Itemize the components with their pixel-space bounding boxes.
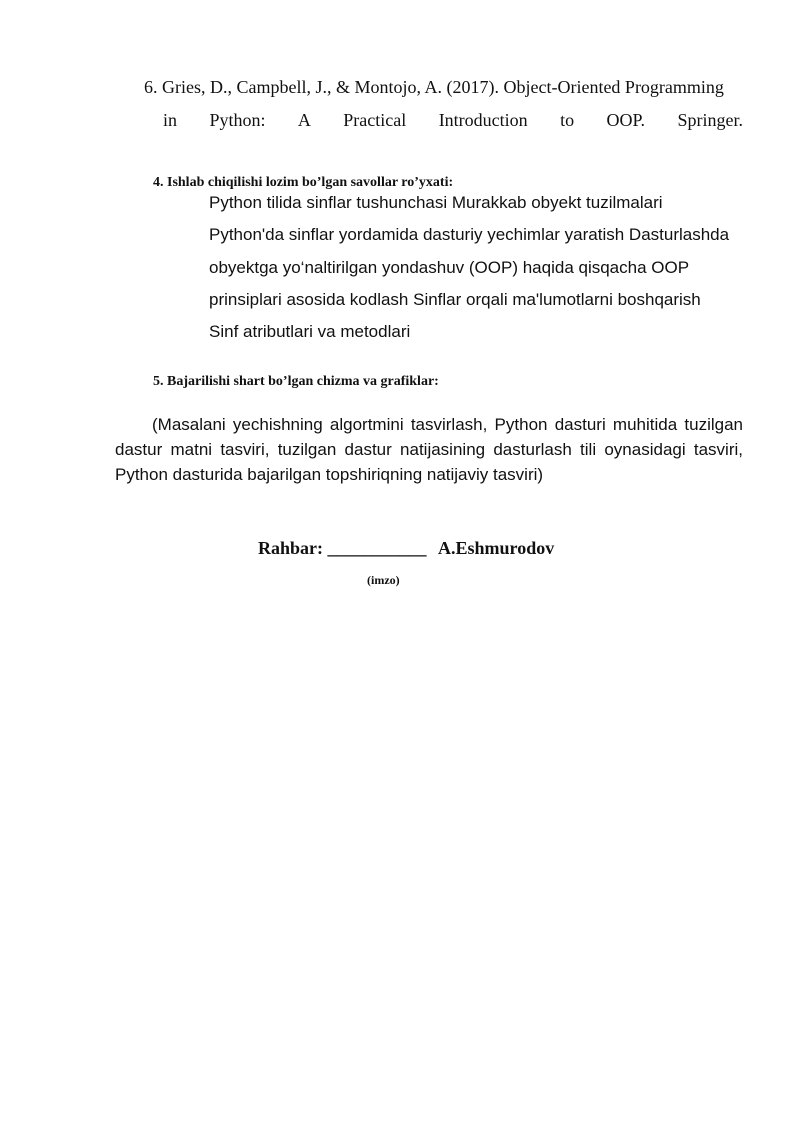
- signature-line: [258, 537, 554, 559]
- reference-word: to: [560, 110, 575, 130]
- question-line: Python tilida sinflar tushunchasi Murakkab obyekt tuzilmalari: [209, 193, 663, 212]
- reference-word: Springer.: [677, 110, 743, 130]
- signature-name: A.Eshmurodov: [438, 538, 555, 558]
- signature-note: (imzo): [367, 573, 400, 587]
- signature-label: Rahbar:: [258, 538, 324, 558]
- reference-word: A: [297, 110, 311, 130]
- reference-line-2: [163, 109, 743, 131]
- reference-word: Python:: [209, 110, 266, 130]
- section-4-heading: 4. Ishlab chiqilishi lozim bo’lgan savollar ro’yxati:: [153, 175, 454, 190]
- section-5-heading: 5. Bajarilishi shart bo’lgan chizma va grafiklar:: [153, 374, 439, 389]
- question-line: obyektga yo‘naltirilgan yondashuv (OOP) haqida qisqacha OOP: [209, 257, 690, 277]
- questions-list: [209, 192, 749, 353]
- reference-word: Practical: [343, 110, 407, 130]
- reference-word: Introduction: [438, 110, 528, 130]
- reference-line-1: 6. Gries, D., Campbell, J., & Montojo, A. (2017). Object-Oriented Programming: [144, 77, 724, 97]
- reference-word: in: [163, 110, 178, 130]
- question-line: prinsiplari asosida kodlash Sinflar orqali ma'lumotlarni boshqarish: [209, 289, 701, 309]
- signature-blank: ___________: [327, 538, 427, 558]
- task-paragraph: (Masalani yechishning algortmini tasvirlash, Python dasturi muhitida tuzilgan dastur matni tasviri, tuzilgan dastur natijasining dasturlash tili oynasidagi tasviri, Python dasturida bajarilgan topshiriqning natijaviy tasviri): [115, 415, 743, 484]
- question-line: Python'da sinflar yordamida dasturiy yechimlar yaratish Dasturlashda: [209, 225, 730, 245]
- question-line: Sinf atributlari va metodlari: [209, 322, 411, 342]
- reference-word: OOP.: [606, 110, 646, 130]
